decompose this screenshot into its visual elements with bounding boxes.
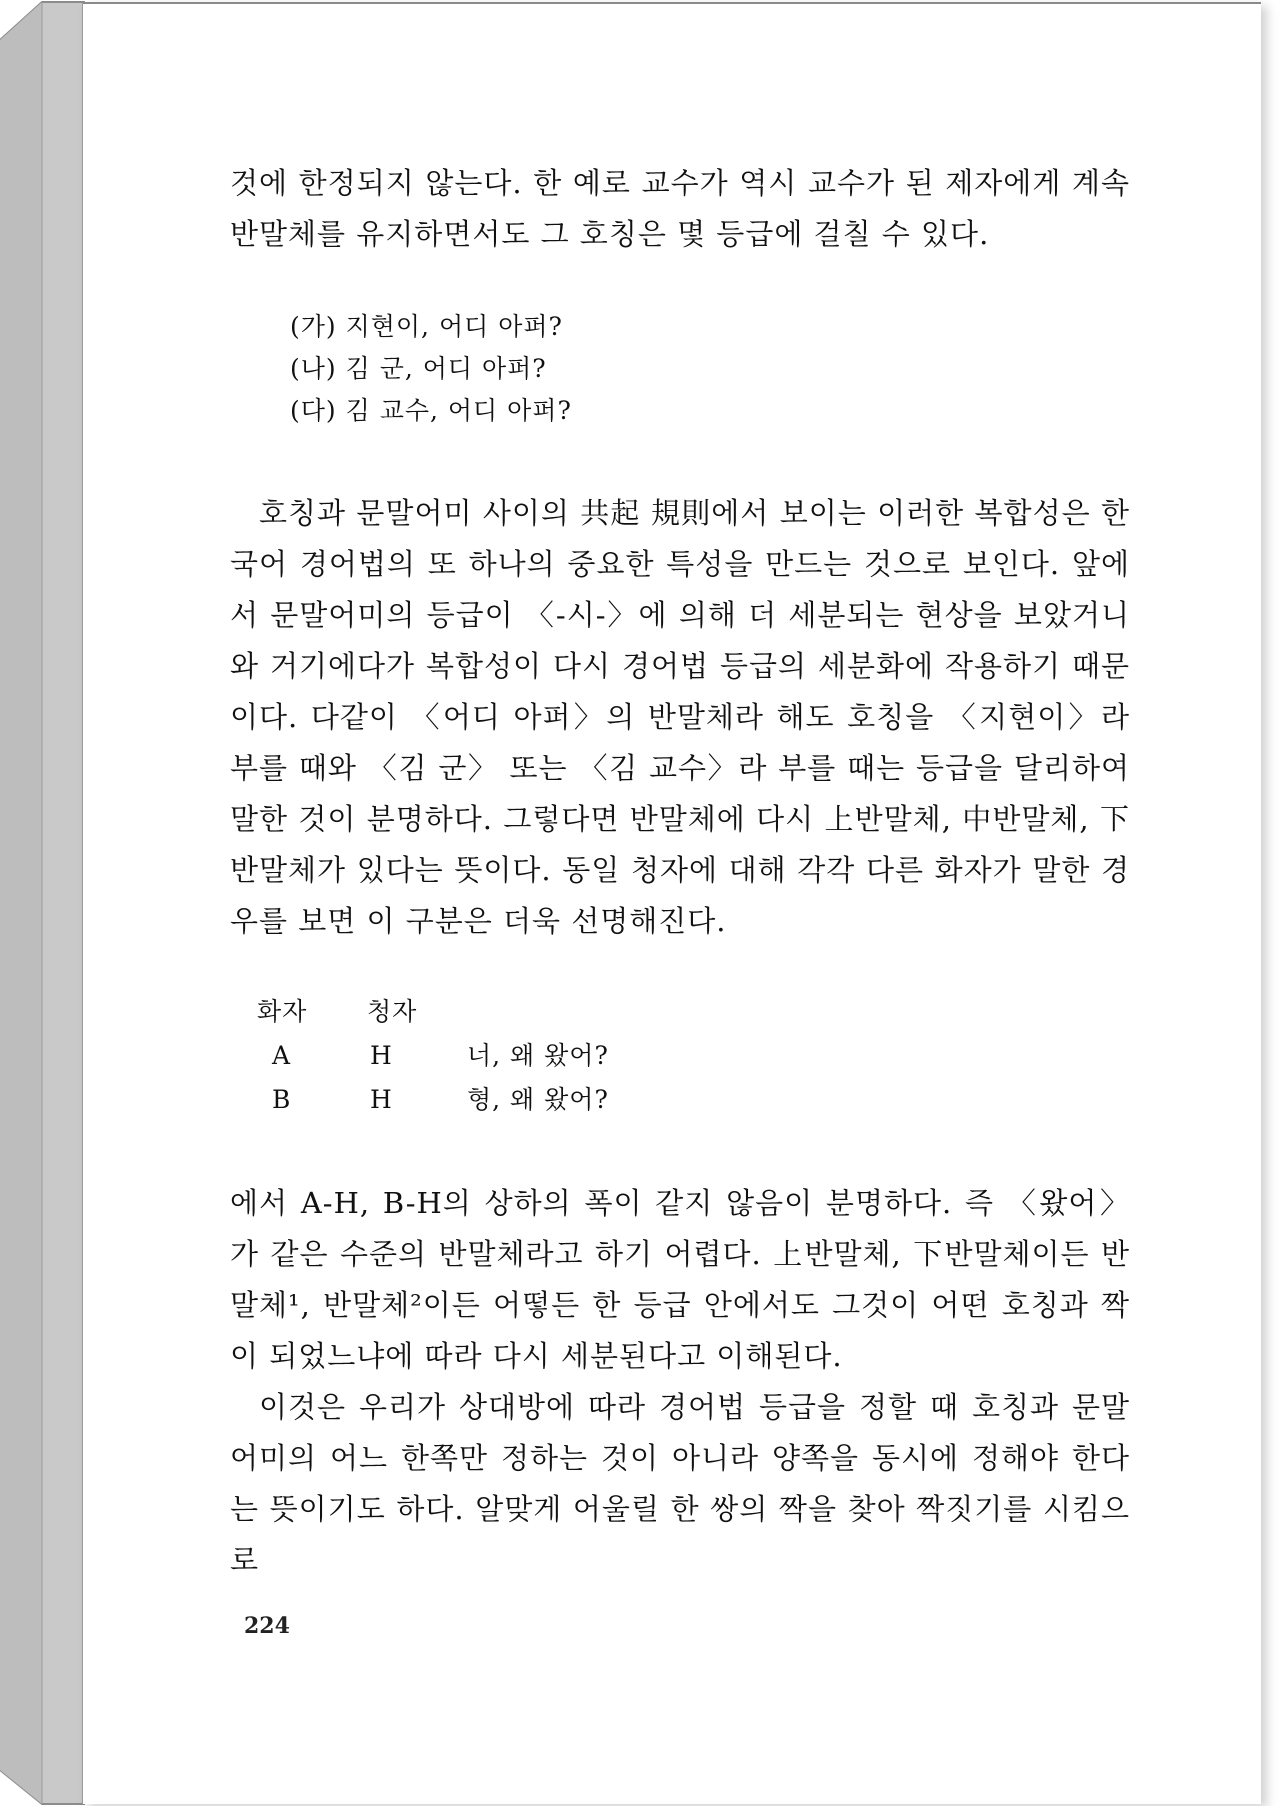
example-item: (가) 지현이, 어디 아퍼? <box>290 312 563 341</box>
example-list-1 <box>290 306 1190 432</box>
listener-cell: H <box>370 1041 393 1070</box>
example-item: (다) 김 교수, 어디 아퍼? <box>290 396 572 425</box>
speaker-listener-table <box>257 990 1157 1122</box>
paragraph-4: 이것은 우리가 상대방에 따라 경어법 등급을 정할 때 호칭과 문말어미의 어느 한쪽만 정하는 것이 아니라 양쪽을 동시에 정해야 한다는 뜻이기도 하다. 알맞게 어울릴 한 쌍의 짝을 찾아 짝짓기를 시킴으로 <box>230 1390 1130 1577</box>
speaker-cell: A <box>272 1041 292 1070</box>
table-row <box>257 1078 1157 1122</box>
table-row <box>257 1034 1157 1078</box>
speaker-cell: B <box>272 1085 292 1114</box>
utterance-cell: 너, 왜 왔어? <box>467 1041 609 1070</box>
paragraph-1: 것에 한정되지 않는다. 한 예로 교수가 역시 교수가 된 제자에게 계속 반말체를 유지하면서도 그 호칭은 몇 등급에 걸칠 수 있다. <box>230 166 1130 251</box>
listener-cell: H <box>370 1085 393 1114</box>
example-item: (나) 김 군, 어디 아퍼? <box>290 354 547 383</box>
paragraph-2: 호칭과 문말어미 사이의 共起 規則에서 보이는 이러한 복합성은 한국어 경어법의 또 하나의 중요한 특성을 만드는 것으로 보인다. 앞에서 문말어미의 등급이 〈-시-〉에 의해 더 세분되는 현상을 보았거니와 거기에다가 복합성이 다시 경어법 등급의 세분화에 작용하기 때문이다. 다같이 〈어디 아퍼〉의 반말체라 해도 호칭을 〈지현이〉라 부를 때와 〈김 군〉 또는 〈김 교수〉라 부를 때는 등급을 달리하여 말한 것이 분명하다. 그렇다면 반말체에 다시 上반말체, 中반말체, 下반말체가 있다는 뜻이다. 동일 청자에 대해 각각 다른 화자가 말한 경우를 보면 이 구분은 더욱 선명해진다. <box>230 496 1130 938</box>
header-speaker: 화자 <box>257 997 308 1026</box>
page-number: 224 <box>244 1613 290 1639</box>
utterance-cell: 형, 왜 왔어? <box>467 1085 609 1114</box>
paragraph-3: 에서 A-H, B-H의 상하의 폭이 같지 않음이 분명하다. 즉 〈왔어〉가 같은 수준의 반말체라고 하기 어렵다. 上반말체, 下반말체이든 반말체¹, 반말체²이든 어떻든 한 등급 안에서도 그것이 어떤 호칭과 짝이 되었느냐에 따라 다시 세분된다고 이해된다. <box>230 1186 1130 1373</box>
header-listener: 청자 <box>367 997 418 1026</box>
table-header <box>257 990 1157 1034</box>
